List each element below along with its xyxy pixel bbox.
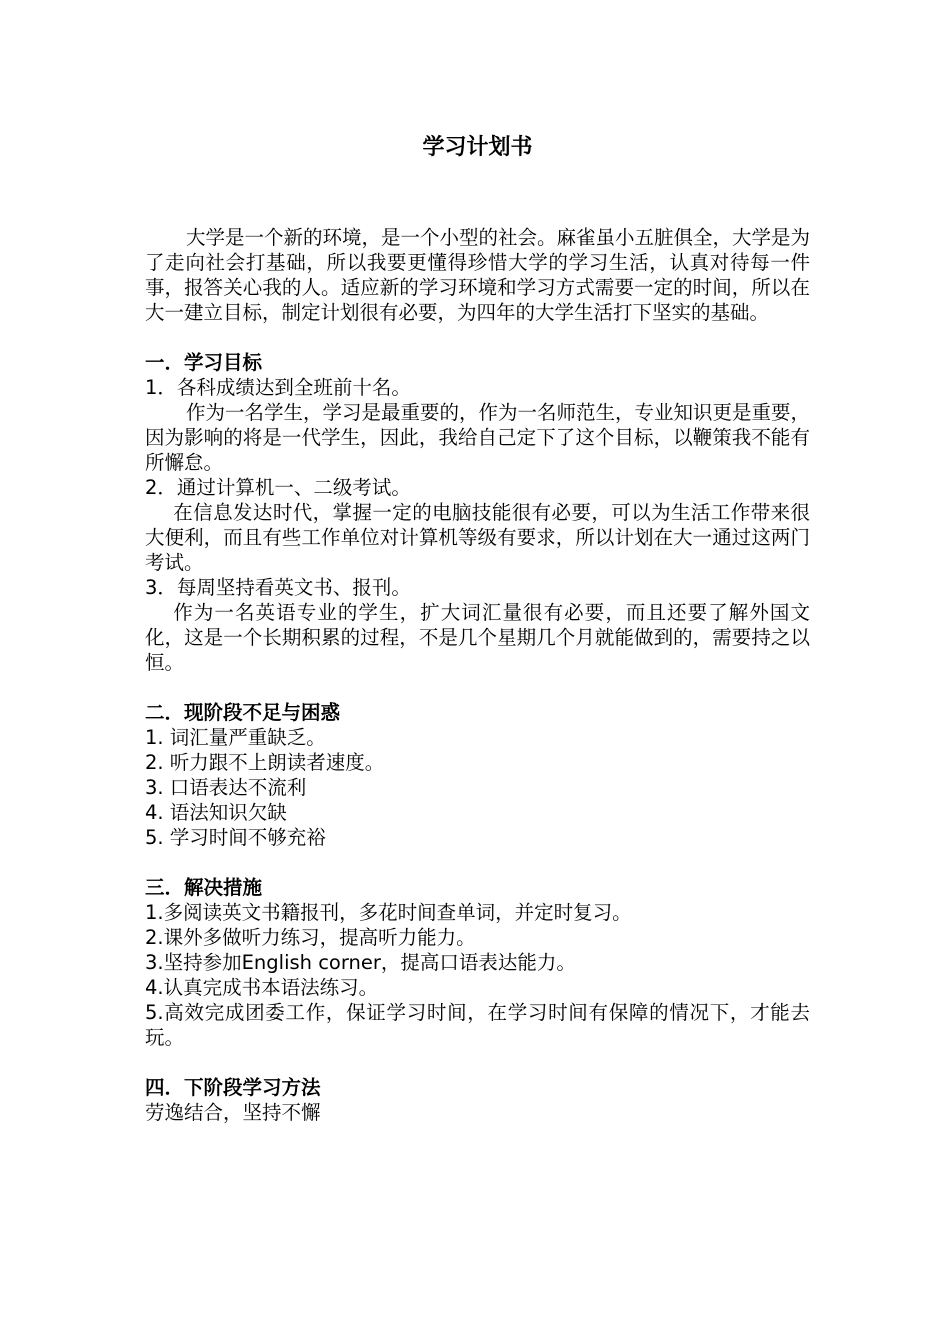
section-heading-goals: 一．学习目标 xyxy=(145,351,263,374)
goal-text-3: 作为一名英语专业的学生，扩大词汇量很有必要，而且还要了解外国文化，这是一个长期积累的过程，不是几个星期几个月就能做到的，需要持之以恒。 xyxy=(145,601,810,674)
list-item: 3.坚持参加English corner，提高口语表达能力。 xyxy=(145,951,576,974)
document-page xyxy=(145,0,810,1344)
section-shortcomings xyxy=(145,700,810,850)
list-item: 3. 口语表达不流利 xyxy=(145,776,307,799)
goal-title-3: 3．每周坚持看英文书、报刊。 xyxy=(145,576,411,599)
section-study-goals xyxy=(145,350,810,675)
list-item: 2.课外多做听力练习，提高听力能力。 xyxy=(145,926,476,949)
goal-text-1: 作为一名学生，学习是最重要的，作为一名师范生，专业知识更是重要，因为影响的将是一代学生，因此，我给自己定下了这个目标，以鞭策我不能有所懈怠。 xyxy=(145,401,810,474)
list-item: 5. 学习时间不够充裕 xyxy=(145,826,326,849)
goal-title-2: 2．通过计算机一、二级考试。 xyxy=(145,476,411,499)
section-heading-shortcomings: 二．现阶段不足与困惑 xyxy=(145,701,341,724)
list-item: 2. 听力跟不上朗读者速度。 xyxy=(145,751,385,774)
goal-title-1: 1．各科成绩达到全班前十名。 xyxy=(145,376,411,399)
section-solutions xyxy=(145,875,810,1050)
document-body xyxy=(145,225,810,1125)
document-title: 学习计划书 xyxy=(422,135,533,160)
list-item: 1. 词汇量严重缺乏。 xyxy=(145,726,326,749)
list-item: 4.认真完成书本语法练习。 xyxy=(145,976,379,999)
section-heading-methods: 四．下阶段学习方法 xyxy=(145,1076,321,1099)
list-item: 4. 语法知识欠缺 xyxy=(145,801,287,824)
intro-paragraph: 大学是一个新的环境，是一个小型的社会。麻雀虽小五脏俱全，大学是为了走向社会打基础，所以我要更懂得珍惜大学的学习生活，认真对待每一件事，报答关心我的人。适应新的学习环境和学习方式需要一定的时间，所以在大一建立目标，制定计划很有必要，为四年的大学生活打下坚实的基础。 xyxy=(145,226,810,324)
methods-text: 劳逸结合，坚持不懈 xyxy=(145,1101,321,1124)
list-item: 5.高效完成团委工作，保证学习时间，在学习时间有保障的情况下，才能去玩。 xyxy=(145,1001,810,1049)
section-heading-solutions: 三．解决措施 xyxy=(145,876,263,899)
goal-text-2: 在信息发达时代，掌握一定的电脑技能很有必要，可以为生活工作带来很大便利，而且有些工作单位对计算机等级有要求，所以计划在大一通过这两门考试。 xyxy=(145,501,810,574)
list-item: 1.多阅读英文书籍报刊，多花时间查单词，并定时复习。 xyxy=(145,901,632,924)
section-methods xyxy=(145,1075,810,1125)
